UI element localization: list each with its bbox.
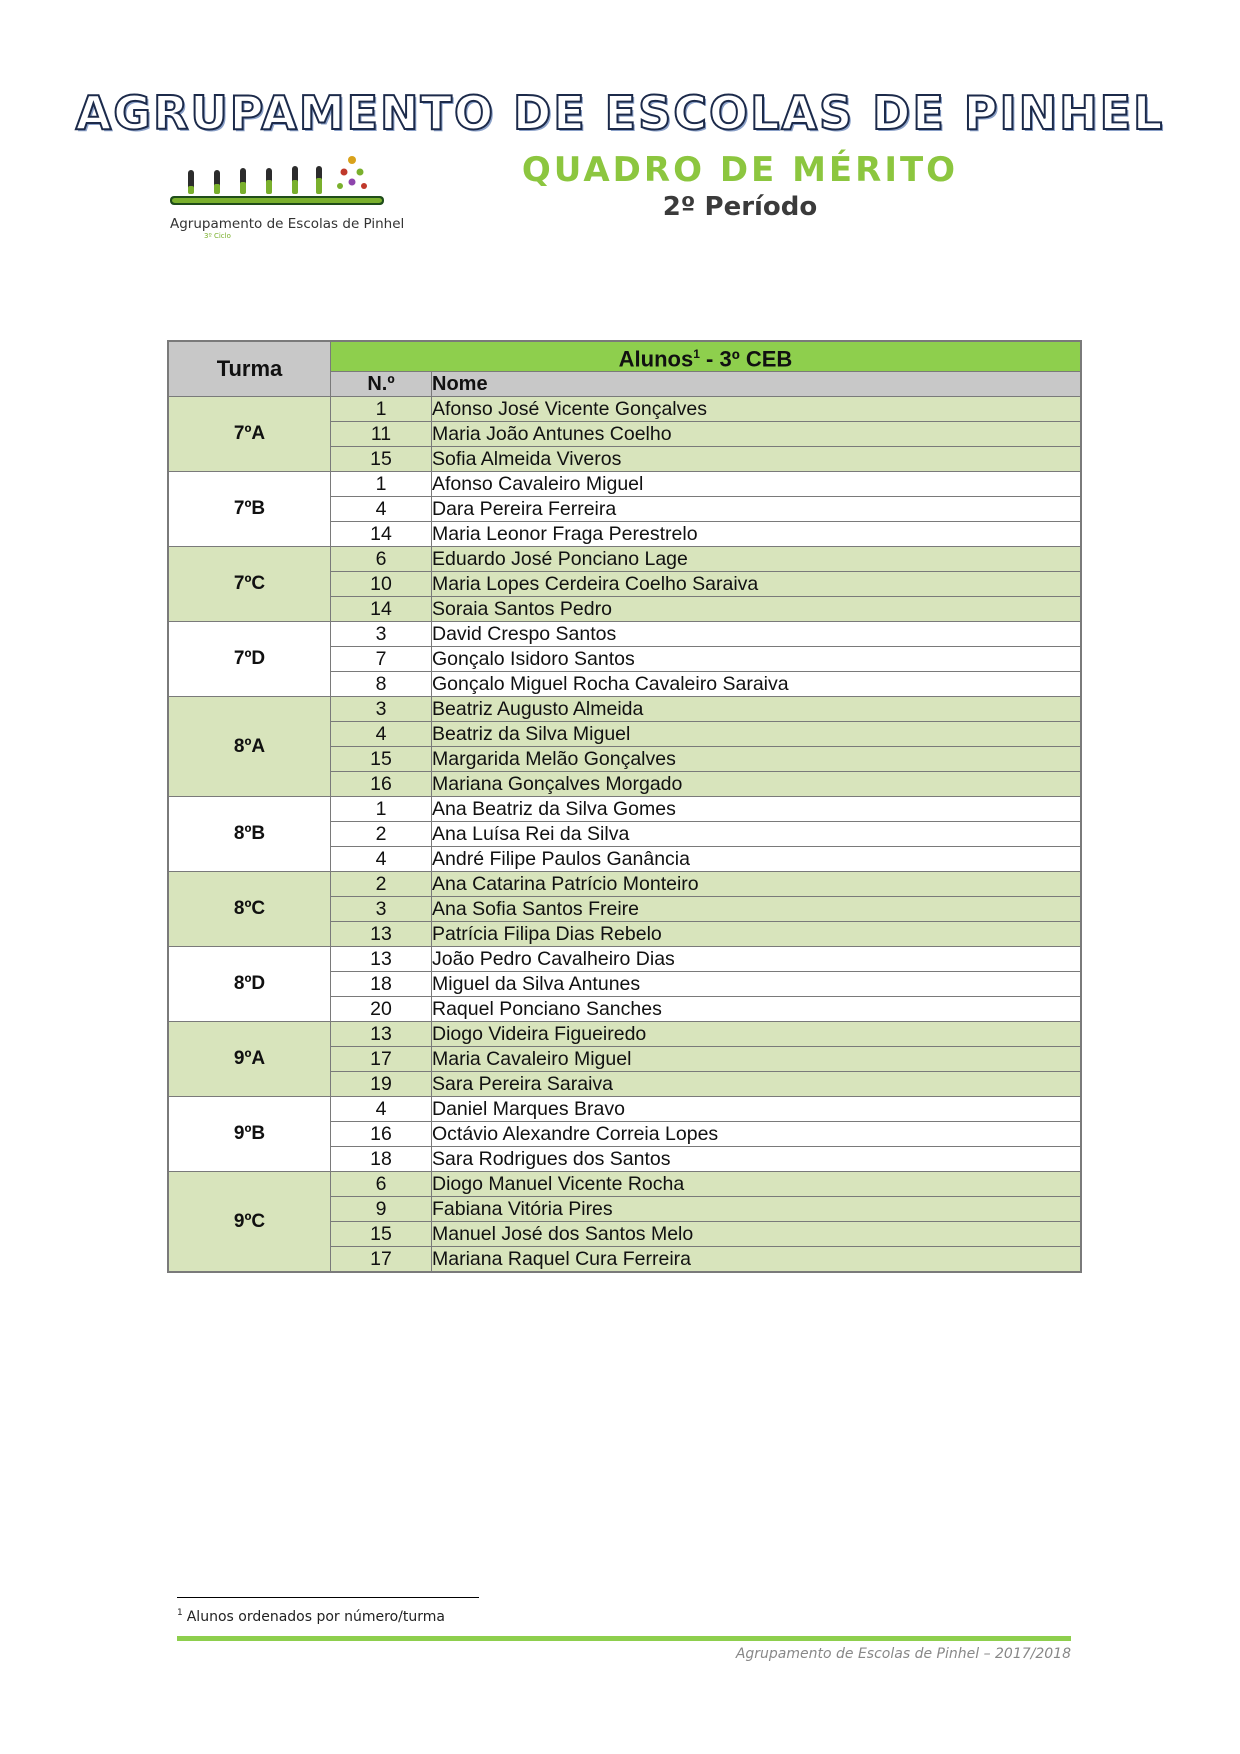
student-name-cell: Sara Rodrigues dos Santos: [432, 1147, 1082, 1172]
turma-cell: 8ºD: [168, 947, 331, 1022]
student-number-cell: 17: [331, 1247, 432, 1273]
student-number-cell: 14: [331, 597, 432, 622]
table-row: [168, 547, 1081, 572]
student-name-cell: Octávio Alexandre Correia Lopes: [432, 1122, 1082, 1147]
turma-cell: 8ºC: [168, 872, 331, 947]
student-number-cell: 2: [331, 872, 432, 897]
turma-cell: 9ºA: [168, 1022, 331, 1097]
student-number-cell: 1: [331, 472, 432, 497]
student-name-cell: Dara Pereira Ferreira: [432, 497, 1082, 522]
footnote-reference: 1: [693, 347, 700, 361]
student-number-cell: 7: [331, 647, 432, 672]
turma-cell: 8ºA: [168, 697, 331, 797]
student-number-cell: 19: [331, 1072, 432, 1097]
logo-caption: Agrupamento de Escolas de Pinhel: [170, 216, 405, 232]
student-number-cell: 4: [331, 847, 432, 872]
turma-cell: 9ºC: [168, 1172, 331, 1273]
student-name-cell: Afonso José Vicente Gonçalves: [432, 397, 1082, 422]
turma-cell: 7ºC: [168, 547, 331, 622]
student-name-cell: João Pedro Cavalheiro Dias: [432, 947, 1082, 972]
student-name-cell: Mariana Gonçalves Morgado: [432, 772, 1082, 797]
table-row: [168, 697, 1081, 722]
student-number-cell: 3: [331, 622, 432, 647]
student-name-cell: Maria João Antunes Coelho: [432, 422, 1082, 447]
student-number-cell: 13: [331, 947, 432, 972]
table-row: [168, 1097, 1081, 1122]
student-name-cell: Ana Luísa Rei da Silva: [432, 822, 1082, 847]
table-row: [168, 947, 1081, 972]
footnote-divider: [177, 1597, 479, 1598]
footnote-text: Alunos ordenados por número/turma: [186, 1609, 445, 1625]
student-name-cell: Raquel Ponciano Sanches: [432, 997, 1082, 1022]
name-column-header: Nome: [432, 372, 1082, 397]
alunos-header: [331, 341, 1082, 372]
student-name-cell: Fabiana Vitória Pires: [432, 1197, 1082, 1222]
student-name-cell: Daniel Marques Bravo: [432, 1097, 1082, 1122]
student-number-cell: 1: [331, 797, 432, 822]
student-number-cell: 17: [331, 1047, 432, 1072]
merit-table-body: [168, 397, 1081, 1273]
student-name-cell: Maria Leonor Fraga Perestrelo: [432, 522, 1082, 547]
footer-text: Agrupamento de Escolas de Pinhel – 2017/2018: [735, 1646, 1071, 1662]
turma-cell: 7ºA: [168, 397, 331, 472]
student-name-cell: Ana Beatriz da Silva Gomes: [432, 797, 1082, 822]
number-column-header: N.º: [331, 372, 432, 397]
student-name-cell: Ana Sofia Santos Freire: [432, 897, 1082, 922]
merit-table: [167, 340, 1082, 1273]
ceb-label: - 3º CEB: [699, 346, 793, 372]
student-name-cell: Ana Catarina Patrício Monteiro: [432, 872, 1082, 897]
student-number-cell: 18: [331, 972, 432, 997]
footnote-marker: 1: [177, 1608, 183, 1618]
student-number-cell: 14: [331, 522, 432, 547]
student-name-cell: Gonçalo Isidoro Santos: [432, 647, 1082, 672]
student-number-cell: 16: [331, 1122, 432, 1147]
document-title: QUADRO DE MÉRITO: [521, 150, 959, 190]
turma-cell: 7ºB: [168, 472, 331, 547]
footer-divider: [177, 1636, 1071, 1641]
student-name-cell: Sara Pereira Saraiva: [432, 1072, 1082, 1097]
student-name-cell: Gonçalo Miguel Rocha Cavaleiro Saraiva: [432, 672, 1082, 697]
student-number-cell: 8: [331, 672, 432, 697]
student-name-cell: Diogo Videira Figueiredo: [432, 1022, 1082, 1047]
turma-cell: 8ºB: [168, 797, 331, 872]
table-row: [168, 872, 1081, 897]
student-name-cell: Manuel José dos Santos Melo: [432, 1222, 1082, 1247]
student-name-cell: David Crespo Santos: [432, 622, 1082, 647]
student-number-cell: 3: [331, 697, 432, 722]
table-row: [168, 397, 1081, 422]
table-row: [168, 472, 1081, 497]
student-number-cell: 15: [331, 747, 432, 772]
student-name-cell: Afonso Cavaleiro Miguel: [432, 472, 1082, 497]
turma-cell: 7ºD: [168, 622, 331, 697]
student-number-cell: 6: [331, 1172, 432, 1197]
school-title: AGRUPAMENTO DE ESCOLAS DE PINHEL: [75, 86, 1165, 140]
student-number-cell: 16: [331, 772, 432, 797]
turma-cell: 9ºB: [168, 1097, 331, 1172]
turma-column-header: Turma: [168, 341, 331, 397]
table-row: [168, 1172, 1081, 1197]
school-logo: [166, 150, 405, 240]
student-number-cell: 13: [331, 1022, 432, 1047]
student-number-cell: 4: [331, 497, 432, 522]
student-number-cell: 4: [331, 722, 432, 747]
alunos-header-label: Alunos: [618, 346, 694, 372]
student-name-cell: Patrícia Filipa Dias Rebelo: [432, 922, 1082, 947]
student-number-cell: 15: [331, 1222, 432, 1247]
student-name-cell: Beatriz da Silva Miguel: [432, 722, 1082, 747]
student-number-cell: 13: [331, 922, 432, 947]
student-number-cell: 4: [331, 1097, 432, 1122]
student-number-cell: 9: [331, 1197, 432, 1222]
table-row: [168, 622, 1081, 647]
logo-subcaption: 3º Ciclo: [204, 232, 231, 240]
footnote: [177, 1609, 445, 1625]
student-name-cell: Eduardo José Ponciano Lage: [432, 547, 1082, 572]
student-number-cell: 18: [331, 1147, 432, 1172]
student-number-cell: 20: [331, 997, 432, 1022]
student-name-cell: Margarida Melão Gonçalves: [432, 747, 1082, 772]
student-number-cell: 1: [331, 397, 432, 422]
student-name-cell: Maria Cavaleiro Miguel: [432, 1047, 1082, 1072]
student-name-cell: Diogo Manuel Vicente Rocha: [432, 1172, 1082, 1197]
student-number-cell: 2: [331, 822, 432, 847]
student-name-cell: Beatriz Augusto Almeida: [432, 697, 1082, 722]
student-number-cell: 10: [331, 572, 432, 597]
student-name-cell: Miguel da Silva Antunes: [432, 972, 1082, 997]
table-row: [168, 797, 1081, 822]
student-number-cell: 11: [331, 422, 432, 447]
period-subtitle: 2º Período: [662, 192, 818, 222]
student-number-cell: 3: [331, 897, 432, 922]
table-row: [168, 1022, 1081, 1047]
student-number-cell: 6: [331, 547, 432, 572]
student-number-cell: 15: [331, 447, 432, 472]
student-name-cell: Soraia Santos Pedro: [432, 597, 1082, 622]
student-name-cell: André Filipe Paulos Ganância: [432, 847, 1082, 872]
student-name-cell: Maria Lopes Cerdeira Coelho Saraiva: [432, 572, 1082, 597]
student-name-cell: Sofia Almeida Viveros: [432, 447, 1082, 472]
student-name-cell: Mariana Raquel Cura Ferreira: [432, 1247, 1082, 1273]
